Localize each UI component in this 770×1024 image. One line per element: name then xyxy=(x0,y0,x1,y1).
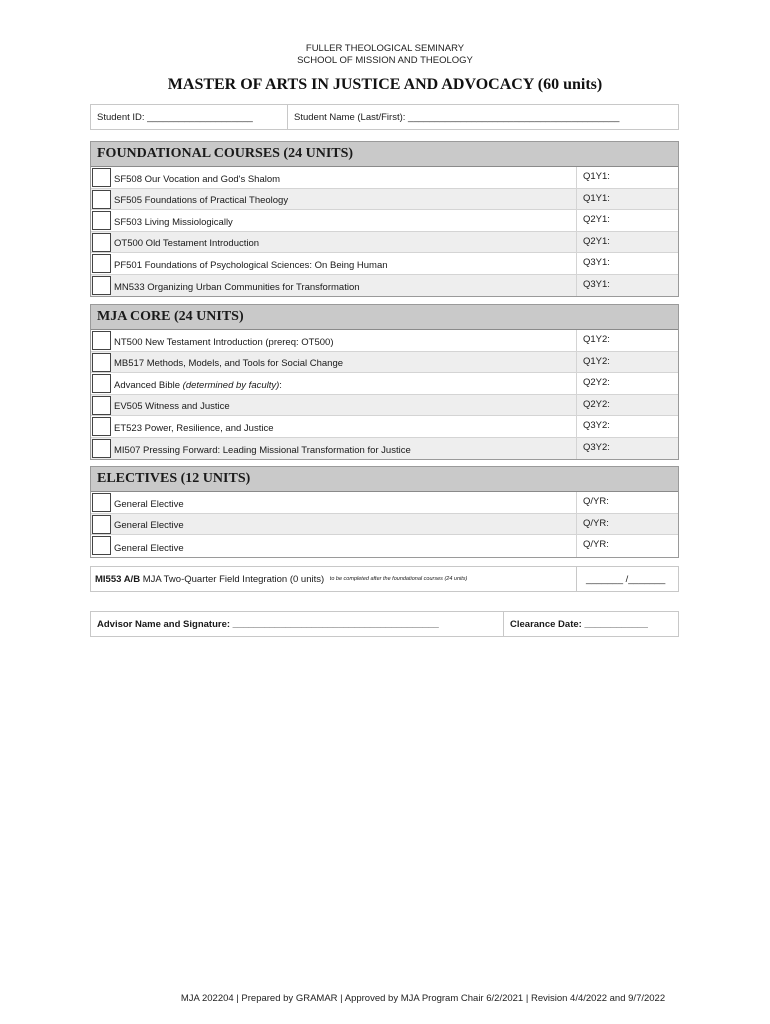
field-integration-note: to be completed after the foundational courses (24 units) xyxy=(329,576,468,582)
course-term[interactable]: Q/YR: xyxy=(576,514,678,535)
course-title: SF503 Living Missiologically xyxy=(114,216,233,228)
course-term[interactable]: Q1Y2: xyxy=(576,330,678,351)
course-title: MI507 Pressing Forward: Leading Missional Transformation for Justice xyxy=(114,445,411,456)
course-suffix: : xyxy=(279,379,282,391)
course-title: NT500 New Testament Introduction (prereq: OT500) xyxy=(114,336,334,348)
course-section xyxy=(90,304,679,460)
course-row xyxy=(91,232,678,254)
course-term[interactable]: Q3Y1: xyxy=(576,253,678,274)
course-checkbox[interactable] xyxy=(92,515,111,534)
course-checkbox[interactable] xyxy=(92,276,111,295)
course-title: General Elective xyxy=(114,498,184,510)
course-title: PF501 Foundations of Psychological Sciences: On Being Human xyxy=(114,259,388,271)
course-note: (determined by faculty) xyxy=(182,379,280,391)
course-row xyxy=(91,492,678,514)
institution-name: FULLER THEOLOGICAL SEMINARY xyxy=(305,43,465,54)
course-name xyxy=(113,535,576,557)
field-integration-label xyxy=(91,567,576,591)
course-row xyxy=(91,438,678,460)
course-term[interactable]: Q/YR: xyxy=(576,535,678,557)
field-integration-title: MJA Two-Quarter Field Integration (0 units) xyxy=(140,573,327,585)
course-name xyxy=(113,514,576,535)
course-checkbox[interactable] xyxy=(92,493,111,512)
course-row xyxy=(91,189,678,211)
field-integration-row xyxy=(90,566,679,592)
course-checkbox[interactable] xyxy=(92,254,111,273)
course-row xyxy=(91,167,678,189)
course-checkbox[interactable] xyxy=(92,396,111,415)
course-term[interactable]: Q2Y1: xyxy=(576,210,678,231)
student-id-field[interactable]: Student ID: ____________________ xyxy=(91,105,288,129)
course-checkbox[interactable] xyxy=(92,168,111,187)
course-title: Advanced Bible xyxy=(114,379,183,391)
course-name xyxy=(113,373,576,394)
course-title: General Elective xyxy=(114,542,184,554)
course-title: SF505 Foundations of Practical Theology xyxy=(114,195,289,206)
field-integration-quarters[interactable]: _______ /_______ xyxy=(576,567,678,591)
course-name xyxy=(113,395,576,416)
course-row xyxy=(91,352,678,374)
advisor-signature-field[interactable]: Advisor Name and Signature: _______________________________________ xyxy=(91,612,504,636)
course-row xyxy=(91,514,678,536)
field-integration-code: MI553 A/B xyxy=(95,573,141,585)
course-title: General Elective xyxy=(114,520,184,531)
course-term[interactable]: Q/YR: xyxy=(576,492,678,513)
course-term[interactable]: Q2Y2: xyxy=(576,395,678,416)
page-title: MASTER OF ARTS IN JUSTICE AND ADVOCACY (60 units) xyxy=(167,76,603,93)
course-checkbox[interactable] xyxy=(92,331,111,350)
course-checkbox[interactable] xyxy=(92,211,111,230)
course-term[interactable]: Q1Y1: xyxy=(576,167,678,188)
course-name xyxy=(113,253,576,274)
course-term[interactable]: Q3Y2: xyxy=(576,438,678,460)
course-name xyxy=(113,232,576,253)
course-title: MB517 Methods, Models, and Tools for Social Change xyxy=(114,358,344,369)
clearance-date-field[interactable]: Clearance Date: ____________ xyxy=(510,618,648,630)
course-checkbox[interactable] xyxy=(92,417,111,436)
course-row xyxy=(91,275,678,297)
course-row xyxy=(91,210,678,232)
course-title: SF508 Our Vocation and God's Shalom xyxy=(114,173,281,185)
course-name xyxy=(113,438,576,460)
course-row xyxy=(91,330,678,352)
course-title: OT500 Old Testament Introduction xyxy=(114,238,260,249)
course-checkbox[interactable] xyxy=(92,190,111,209)
course-section xyxy=(90,141,679,297)
section-heading: ELECTIVES (12 UNITS) xyxy=(91,467,678,492)
course-checkbox[interactable] xyxy=(92,536,111,555)
course-row xyxy=(91,373,678,395)
course-name xyxy=(113,189,576,210)
section-heading: FOUNDATIONAL COURSES (24 UNITS) xyxy=(91,142,678,167)
course-row xyxy=(91,395,678,417)
course-term[interactable]: Q1Y2: xyxy=(576,352,678,373)
course-checkbox[interactable] xyxy=(92,439,111,458)
footer-revision: MJA 202204 | Prepared by GRAMAR | Approved by MJA Program Chair 6/2/2021 | Revision 4/4/2022 and 9/7/2022 xyxy=(180,993,666,1004)
course-term[interactable]: Q3Y1: xyxy=(576,275,678,297)
course-term[interactable]: Q1Y1: xyxy=(576,189,678,210)
section-heading: MJA CORE (24 UNITS) xyxy=(91,305,678,330)
course-term[interactable]: Q2Y2: xyxy=(576,373,678,394)
course-name xyxy=(113,275,576,297)
course-name xyxy=(113,330,576,351)
course-row xyxy=(91,253,678,275)
course-name xyxy=(113,492,576,513)
course-name xyxy=(113,167,576,188)
course-title: MN533 Organizing Urban Communities for Transformation xyxy=(114,282,360,293)
school-name: SCHOOL OF MISSION AND THEOLOGY xyxy=(297,55,473,66)
course-checkbox[interactable] xyxy=(92,353,111,372)
course-title: ET523 Power, Resilience, and Justice xyxy=(114,422,274,434)
student-info-row xyxy=(90,104,679,130)
course-term[interactable]: Q2Y1: xyxy=(576,232,678,253)
student-name-field[interactable]: Student Name (Last/First): ________________________________________ xyxy=(294,111,620,123)
course-name xyxy=(113,416,576,437)
advisor-row xyxy=(90,611,679,637)
course-name xyxy=(113,352,576,373)
course-name xyxy=(113,210,576,231)
course-checkbox[interactable] xyxy=(92,374,111,393)
course-row xyxy=(91,416,678,438)
course-title: EV505 Witness and Justice xyxy=(114,401,230,412)
course-section xyxy=(90,466,679,558)
course-row xyxy=(91,535,678,557)
course-term[interactable]: Q3Y2: xyxy=(576,416,678,437)
course-checkbox[interactable] xyxy=(92,233,111,252)
